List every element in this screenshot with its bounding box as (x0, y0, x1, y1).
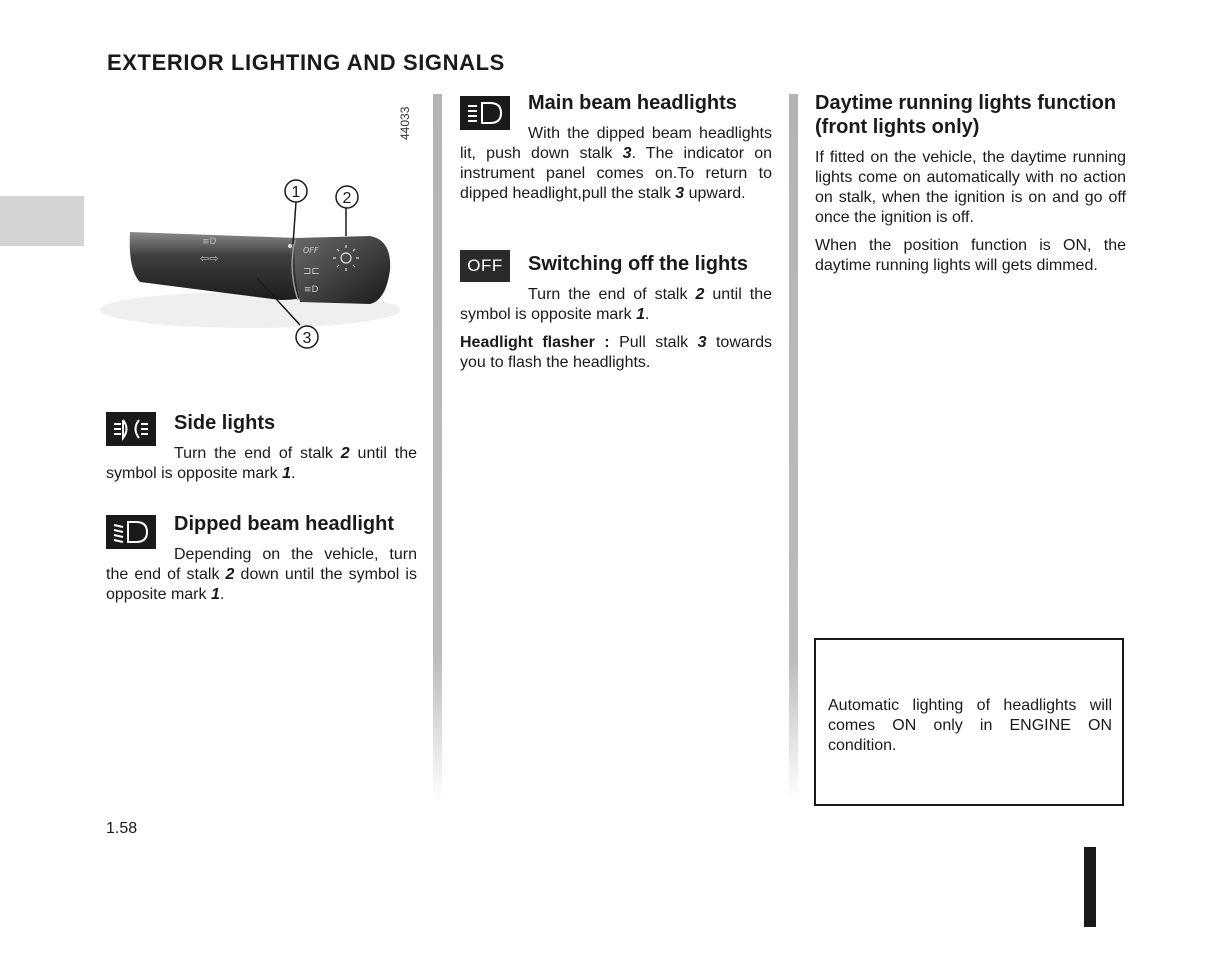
drl-paragraph-2: When the position function is ON, the daytime running lights will gets dimmed. (815, 237, 1126, 274)
note-text: Automatic lighting of headlights will comes ON only in ENGINE ON condition. (828, 697, 1112, 754)
off-icon: OFF (460, 250, 510, 282)
switching-off-text: Turn the end of stalk 2 until the symbol is opposite mark 1. (460, 286, 773, 323)
note-box (814, 638, 1124, 806)
dipped-beam-title: Dipped beam headlight (174, 513, 395, 535)
main-beam-title: Main beam headlights (528, 92, 737, 114)
side-lights-text: Turn the end of stalk 2 until the symbol is opposite mark 1. (106, 445, 417, 482)
page-title: EXTERIOR LIGHTING AND SIGNALS (107, 50, 505, 75)
column-separator-left (433, 94, 442, 800)
figure-code: 44033 (398, 106, 412, 140)
stalk-body (130, 232, 312, 300)
dipped-beam-icon (106, 515, 156, 549)
column-separator-right (789, 94, 798, 800)
dipped-beam-text: Depending on the vehicle, turn the end of stalk 2 down until the symbol is opposite mark 1. (106, 546, 417, 603)
drl-paragraph-1: If fitted on the vehicle, the daytime running lights come on automatically with no action on stalk, when the ignition is on and go off once the ignition is off. (815, 149, 1126, 226)
stalk-off-label: OFF (303, 246, 319, 255)
thumb-index-bar (1084, 847, 1096, 927)
drl-title: Daytime running lights function (front lights only) (815, 92, 1117, 138)
switching-off-title: Switching off the lights (528, 253, 748, 275)
headlight-flasher-text: Headlight flasher : Pull stalk 3 towards you to flash the headlights. (460, 334, 773, 371)
svg-text:⇦⇨: ⇦⇨ (200, 252, 219, 265)
svg-text:≡D: ≡D (304, 285, 319, 295)
main-beam-text: With the dipped beam headlights lit, push down stalk 3. The indicator on instrument panel comes on.To return to dipped headlight,pull the stalk 3 upward. (460, 125, 773, 202)
callout-1-label: 1 (291, 184, 301, 201)
side-lights-icon (106, 412, 156, 446)
svg-text:⊐⊏: ⊐⊏ (303, 266, 320, 277)
svg-text:≡D: ≡D (202, 237, 217, 247)
page-number: 1.58 (106, 820, 138, 837)
light-stalk-figure (100, 170, 420, 360)
side-lights-title: Side lights (174, 412, 276, 434)
callout-3-label: 3 (302, 330, 312, 347)
callout-2-label: 2 (342, 190, 352, 207)
section-tab (0, 196, 84, 246)
